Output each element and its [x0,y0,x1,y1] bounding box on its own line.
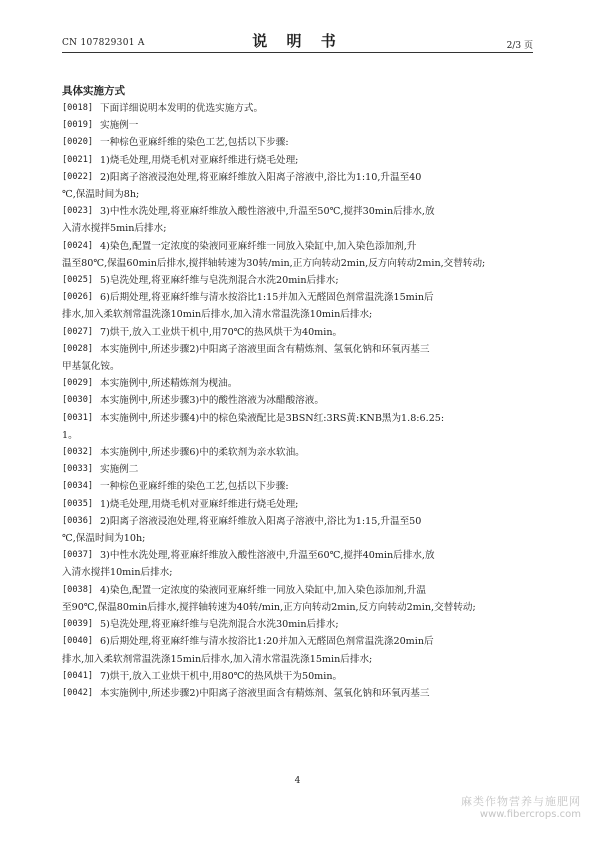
paragraph-continuation: 排水,加入柔软剂常温洗涤10min后排水,加入清水常温洗涤10min后排水; [62,309,373,321]
paragraph [62,513,535,547]
paragraph-text: 3)中性水洗处理,将亚麻纤维放入酸性溶液中,升温至50℃,搅拌30min后排水,放 [100,206,435,218]
paragraph-number: [0027] [62,326,94,337]
paragraph-text: 5)皂洗处理,将亚麻纤维与皂洗剂混合水洗20min后排水; [100,275,339,287]
paragraph-number: [0037] [62,550,94,561]
paragraph [62,616,535,633]
paragraph-text: 2)阳离子溶液浸泡处理,将亚麻纤维放入阳离子溶液中,浴比为1:10,升温至40 [100,171,422,183]
paragraph [62,238,535,272]
paragraph-text: 3)中性水洗处理,将亚麻纤维放入酸性溶液中,升温至60℃,搅拌40min后排水,放 [100,550,435,562]
paragraph-number: [0032] [62,447,94,458]
paragraph-text: 本实施例中,所述步骤6)中的柔软剂为亲水软油。 [100,447,305,459]
paragraph [62,169,535,203]
paragraph-number: [0030] [62,395,94,406]
page-indicator: 2/3 页 [506,41,533,51]
paragraph-number: [0041] [62,670,94,681]
paragraph [62,478,535,495]
paragraph-text: 下面详细说明本发明的优选实施方式。 [100,103,264,114]
paragraph [62,324,535,341]
paragraph-number: [0036] [62,515,94,526]
paragraph-number: [0042] [62,687,94,698]
paragraph-text: 2)阳离子溶液浸泡处理,将亚麻纤维放入阳离子溶液中,浴比为1:15,升温至50 [100,515,422,527]
section-heading: 具体实施方式 [62,85,125,97]
paragraph-continuation: 1。 [62,429,78,441]
paragraph-text: 一种棕色亚麻纤维的染色工艺,包括以下步骤: [100,137,289,149]
paragraph [62,152,535,169]
document-title: 说 明 书 [252,32,343,50]
paragraph-number: [0040] [62,636,94,647]
header-divider [62,52,533,53]
paragraph [62,203,535,237]
paragraph-list [62,100,535,702]
paragraph-text: 4)染色,配置一定浓度的染液同亚麻纤维一同放入染缸中,加入染色添加剂,升 [100,240,417,252]
paragraph [62,582,535,616]
paragraph-text: 一种棕色亚麻纤维的染色工艺,包括以下步骤: [100,481,289,493]
paragraph [62,668,535,685]
paragraph [62,685,535,702]
paragraph-text: 1)烧毛处理,用烧毛机对亚麻纤维进行烧毛处理; [100,498,299,510]
paragraph-text: 5)皂洗处理,将亚麻纤维与皂洗剂混合水洗30min后排水; [100,619,339,631]
paragraph-number: [0035] [62,498,94,509]
paragraph-number: [0029] [62,378,94,389]
paragraph-text: 本实施例中,所述步骤4)中的棕色染液配比是3BSN红:3RS黄:KNB黑为1.8:6.25: [100,412,445,424]
paragraph-number: [0020] [62,137,94,148]
paragraph-continuation: 入清水搅拌5min后排水; [62,223,167,235]
paragraph-text: 本实施例中,所述步骤2)中阳离子溶液里面含有精炼剂、氢氧化钠和环氧丙基三 [100,687,430,699]
paragraph-text: 本实施例中,所述精炼剂为枧油。 [100,378,238,390]
paragraph-text: 7)烘干,放入工业烘干机中,用70℃的热风烘干为40min。 [100,326,343,338]
paragraph [62,392,535,409]
paragraph-continuation: 入清水搅拌10min后排水; [62,567,173,579]
paragraph-number: [0024] [62,240,94,251]
paragraph-continuation: 甲基氯化铵。 [62,361,120,373]
paragraph-continuation: ℃,保温时间为10h; [62,533,146,545]
paragraph-number: [0019] [62,120,94,131]
page-number: 4 [294,776,301,786]
paragraph-text: 本实施例中,所述步骤2)中阳离子溶液里面含有精炼剂、氢氧化钠和环氧丙基三 [100,343,430,355]
paragraph [62,461,535,478]
paragraph-continuation: ℃,保温时间为8h; [62,189,140,201]
paragraph [62,117,535,134]
paragraph-text: 7)烘干,放入工业烘干机中,用80℃的热风烘干为50min。 [100,670,343,682]
paragraph-text: 6)后期处理,将亚麻纤维与清水按浴比1:15并加入无醛固色剂常温洗涤15min后 [100,292,434,304]
paragraph [62,633,535,667]
paragraph-number: [0033] [62,464,94,475]
paragraph-text: 实施例二 [100,464,139,476]
paragraph-text: 1)烧毛处理,用烧毛机对亚麻纤维进行烧毛处理; [100,154,299,166]
document-body [62,82,535,702]
paragraph [62,272,535,289]
watermark-site-name: 麻类作物营养与施肥网 [461,795,581,808]
paragraph-text: 4)染色,配置一定浓度的染液同亚麻纤维一同放入染缸中,加入染色添加剂,升温 [100,584,426,596]
watermark-url: www.fibercrops.com [479,809,581,820]
paragraph-number: [0022] [62,171,94,182]
paragraph-text: 本实施例中,所述步骤3)中的酸性溶液为冰醋酸溶液。 [100,395,324,407]
paragraph-number: [0026] [62,292,94,303]
paragraph [62,496,535,513]
paragraph [62,289,535,323]
paragraph-continuation: 排水,加入柔软剂常温洗涤15min后排水,加入清水常温洗涤15min后排水; [62,653,373,665]
paragraph-text: 实施例一 [100,120,139,132]
paragraph-number: [0031] [62,412,94,423]
page-header [62,28,533,54]
paragraph [62,547,535,581]
paragraph-number: [0028] [62,343,94,354]
paragraph-number: [0034] [62,481,94,492]
paragraph-number: [0023] [62,206,94,217]
paragraph [62,100,535,117]
patent-number: CN 107829301 A [62,38,145,48]
paragraph [62,134,535,151]
paragraph-text: 6)后期处理,将亚麻纤维与清水按浴比1:20并加入无醛固色剂常温洗涤20min后 [100,636,434,648]
paragraph [62,410,535,444]
paragraph [62,375,535,392]
paragraph [62,444,535,461]
paragraph-number: [0038] [62,584,94,595]
paragraph-number: [0025] [62,275,94,286]
paragraph [62,341,535,375]
paragraph-number: [0039] [62,619,94,630]
watermark [461,793,581,820]
paragraph-continuation: 温至80℃,保温60min后排水,搅拌轴转速为30转/min,正方向转动2min,反方向转动2min,交替转动; [62,257,486,269]
paragraph-number: [0021] [62,154,94,165]
paragraph-continuation: 至90℃,保温80min后排水,搅拌轴转速为40转/min,正方向转动2min,反方向转动2min,交替转动; [62,601,476,613]
paragraph-number: [0018] [62,103,94,113]
